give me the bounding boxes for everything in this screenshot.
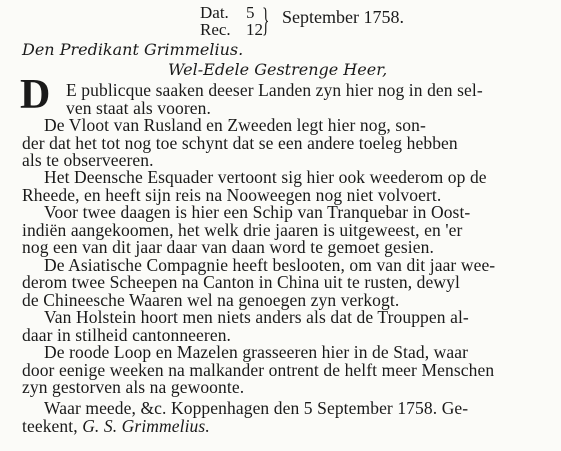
salutation: Wel-Edele Gestrenge Heer,: [168, 60, 388, 79]
text-line: als te observeeren.: [22, 150, 154, 170]
text-line: nog een van dit jaar daar van daan word te gemoet gesien.: [22, 237, 434, 257]
text-line: De Vloot van Rusland en Zweeden legt hier nog, son-: [44, 115, 426, 135]
text-line: daar in stilheid cantonneeren.: [22, 325, 232, 345]
text-line: de Chineesche Waaren wel na genoegen zyn verkogt.: [22, 290, 400, 310]
text-line: De Asiatische Compagnie heeft beslooten, om van dit jaar wee-: [44, 255, 496, 275]
dat-rec-labels: [200, 4, 262, 38]
signature: G. S. Grimmelius.: [82, 416, 210, 436]
closing-line: [22, 416, 210, 436]
text-line: indiën aangekoomen, het welk drie jaaren is uitgeweest, en 'er: [22, 220, 463, 240]
rec-label: Rec.: [200, 20, 231, 39]
brace-icon: }: [262, 2, 270, 39]
closing-word: teekent,: [22, 416, 78, 436]
text-line: derom twee Scheepen na Canton in China uit te rusten, dewyl: [22, 272, 460, 292]
text-line: E publicque saaken deeser Landen zyn hier nog in den sel-: [66, 80, 483, 100]
dat-row: [200, 4, 262, 21]
rec-number: 12: [246, 20, 263, 39]
text-line: De roode Loop en Mazelen grasseeren hier in de Stad, waar: [44, 342, 469, 362]
addressee: Den Predikant Grimmelius.: [22, 40, 244, 59]
text-line: zyn gestorven als na gewoonte.: [22, 377, 245, 397]
text-line: Het Deensche Esquader vertoont sig hier ook weederom op de: [44, 167, 487, 187]
text-line: Rheede, en heeft sijn reis na Nooweegen nog niet volvoert.: [22, 185, 442, 205]
dat-number: 5: [246, 3, 255, 22]
text-line: Voor twee daagen is hier een Schip van Tranquebar in Oost-: [44, 202, 471, 222]
drop-cap: D: [20, 72, 51, 118]
text-line: Waar meede, &c. Koppenhagen den 5 September 1758. Ge-: [44, 398, 469, 418]
text-line: der dat het tot nog toe schynt dat se een andere toeleg hebben: [22, 133, 458, 153]
dat-label: Dat.: [200, 3, 229, 22]
text-line: Van Holstein hoort men niets anders als dat de Trouppen al-: [44, 307, 469, 327]
rec-row: [200, 21, 262, 38]
text-line: ven staat als vooren.: [66, 98, 211, 118]
text-line: door eenige weeken na malkander ontrent de helft meer Menschen: [22, 360, 495, 380]
header-date: September 1758.: [282, 7, 404, 27]
